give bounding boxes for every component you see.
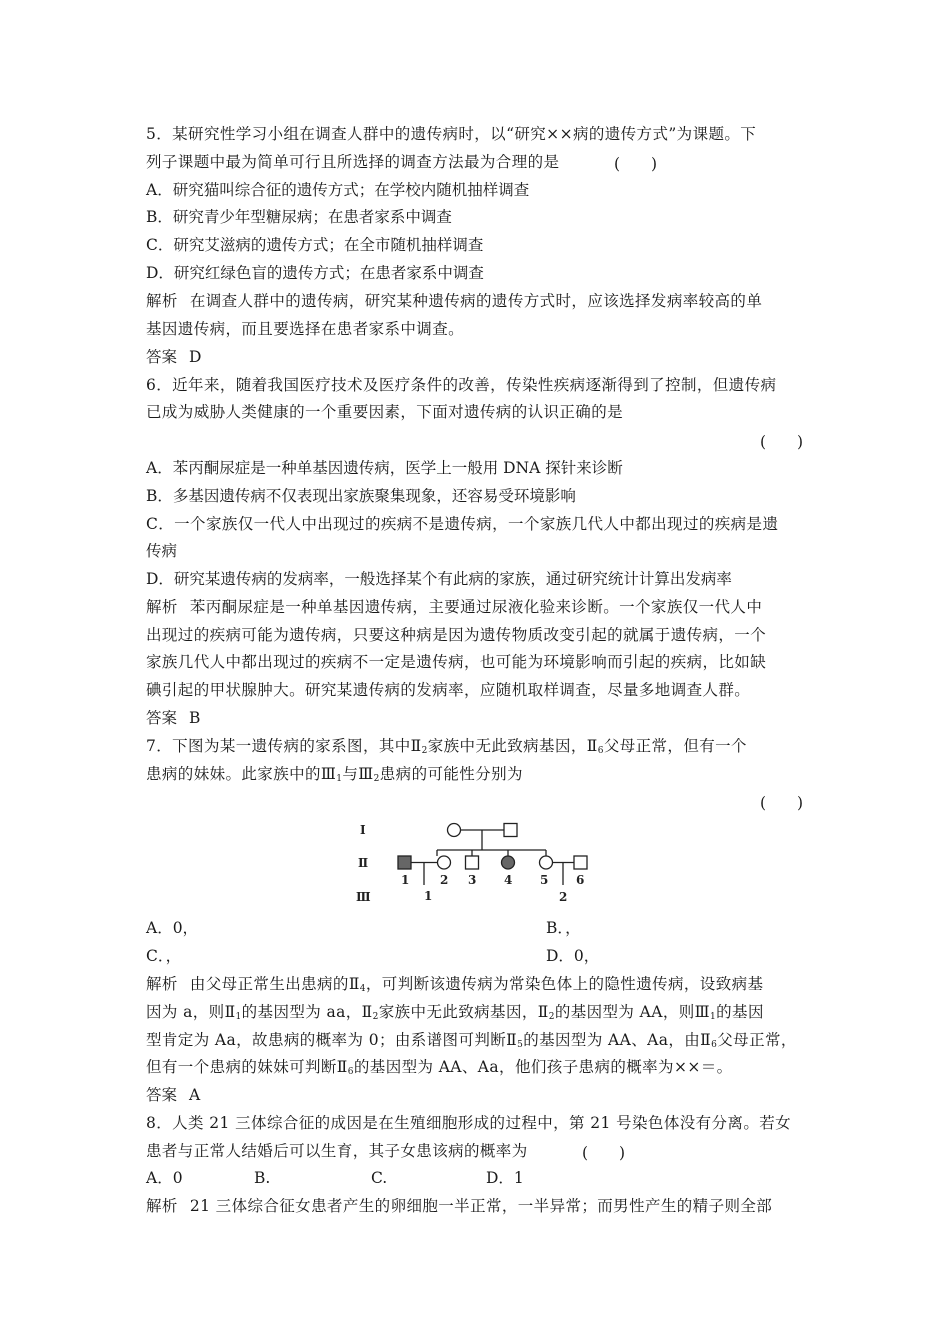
pedigree-gen3-num-1: 1 [424, 889, 433, 903]
q7-answer-label: 答案 [146, 1086, 178, 1104]
q7-stem2-p2: 与Ⅲ [342, 765, 374, 783]
q7-analysis-line2 [146, 1002, 764, 1027]
pedigree-gen2-male-6 [574, 856, 587, 869]
q5-answer-bracket: ( ) [614, 155, 658, 173]
pedigree-gen-label-1: Ⅰ [360, 823, 366, 837]
q7-sub-2b: 2 [373, 774, 380, 784]
q6-answer-value: B [189, 709, 201, 727]
q7-answer-bracket: ( ) [760, 794, 804, 812]
pedigree-gen2-male-3 [466, 856, 479, 869]
q5-stem-line1: 5．某研究性学习小组在调查人群中的遗传病时，以“研究××病的遗传方式”为课题。下 [146, 125, 757, 143]
q5-analysis-label: 解析 [146, 292, 178, 310]
q6-analysis-line4: 碘引起的甲状腺肿大。研究某遗传病的发病率，应随机取样调查，尽量多地调查人群。 [146, 681, 751, 699]
q8-stem-line2: 患者与正常人结婚后可以生育，其子女患该病的概率为 [146, 1142, 528, 1160]
q8-answer-bracket: ( ) [582, 1144, 626, 1162]
q7-a2-s1: 1 [235, 1012, 242, 1022]
q7-stem-p3: 父母正常，但有一个 [603, 737, 747, 755]
pedigree-gen2-affected-male-1 [398, 856, 411, 869]
q7-a3-p3: 父母正常， [717, 1031, 797, 1049]
pedigree-gen2-num-2: 2 [440, 873, 449, 887]
q7-sub-2: 2 [421, 746, 428, 756]
q7-sub-1: 1 [336, 774, 343, 784]
q8-option-a: A．0 [146, 1169, 183, 1187]
q7-a3-s1: 5 [517, 1040, 524, 1050]
q7-a2-s2: 2 [372, 1012, 379, 1022]
q7-answer [146, 1085, 200, 1105]
q7-a2-s4: 1 [710, 1012, 717, 1022]
q6-option-d: D．研究某遗传病的发病率，一般选择某个有此病的家族，通过研究统计计算出发病率 [146, 570, 732, 588]
pedigree-gen-label-2: Ⅱ [358, 856, 369, 870]
q7-stem-line1 [146, 736, 747, 761]
q6-option-c-line2: 传病 [146, 542, 178, 560]
q5-answer-value: D [189, 348, 202, 366]
q6-stem-line2: 已成为威胁人类健康的一个重要因素，下面对遗传病的认识正确的是 [146, 403, 624, 421]
pedigree-gen1-female [448, 824, 461, 837]
q5-answer [146, 347, 201, 367]
q6-analysis-text1: 苯丙酮尿症是一种单基因遗传病，主要通过尿液化验来诊断。一个家族仅一代人中 [189, 598, 763, 616]
pedigree-gen3-num-2: 2 [559, 890, 568, 904]
q5-analysis-line1 [146, 291, 762, 311]
q8-analysis-label: 解析 [146, 1197, 178, 1215]
q7-a2-p2: 的基因型为 aa，Ⅱ [241, 1003, 373, 1021]
q7-option-c: C．， [146, 947, 182, 965]
q7-a4-p2: 的基因型为 AA、Aa，他们孩子患病的概率为××＝。 [353, 1058, 733, 1076]
q7-stem2-p1: 患病的妹妹。此家族中的Ⅲ [146, 765, 337, 783]
q5-stem-line2-text: 列子课题中最为简单可行且所选择的调查方法最为合理的是 [146, 153, 560, 171]
q6-option-c-line1: C．一个家族仅一代人中出现过的疾病不是遗传病，一个家族几代人中都出现过的疾病是遗 [146, 515, 779, 533]
q7-analysis-label: 解析 [146, 975, 178, 993]
q5-stem-line2 [146, 152, 559, 172]
q6-analysis-line1 [146, 597, 762, 617]
q7-option-d: D．0， [546, 947, 600, 965]
q6-answer-bracket: ( ) [760, 433, 804, 451]
q5-option-d: D．研究红绿色盲的遗传方式；在患者家系中调查 [146, 264, 484, 282]
q6-analysis-line3: 家族几代人中都出现过的疾病不一定是遗传病，也可能为环境影响而引起的疾病，比如缺 [146, 653, 767, 671]
q5-option-b: B．研究青少年型糖尿病；在患者家系中调查 [146, 208, 452, 226]
q7-a2-p1: 因为 a，则Ⅱ [146, 1003, 236, 1021]
q6-analysis-line2: 出现过的疾病可能为遗传病，只要这种病是因为遗传物质改变引起的就属于遗传病，一个 [146, 626, 767, 644]
q7-a1-p1: 由父母正常生出患病的Ⅱ [189, 975, 360, 993]
pedigree-gen1-male [504, 824, 517, 837]
q5-option-a: A．研究猫叫综合征的遗传方式；在学校内随机抽样调查 [146, 181, 530, 199]
q7-a2-s3: 2 [548, 1012, 555, 1022]
q8-option-c: C. [371, 1169, 388, 1187]
q7-analysis-line1 [146, 974, 763, 999]
q6-option-a: A．苯丙酮尿症是一种单基因遗传病，医学上一般用 DNA 探针来诊断 [146, 459, 623, 477]
q6-analysis-label: 解析 [146, 598, 178, 616]
q7-option-a: A．0， [146, 919, 199, 937]
pedigree-gen2-affected-female-4 [502, 856, 515, 869]
q7-stem-line2 [146, 764, 523, 789]
q8-option-b: B. [254, 1169, 271, 1187]
q7-a1-s1: 4 [359, 984, 366, 994]
q7-stem-p2: 家族中无此致病基因，Ⅱ [427, 737, 598, 755]
q8-analysis-line1 [146, 1196, 772, 1216]
pedigree-gen-label-3: Ⅲ [356, 890, 371, 904]
q7-a2-p4: 的基因型为 AA，则Ⅲ [554, 1003, 710, 1021]
q7-a3-p2: 的基因型为 AA、Aa，由Ⅱ [523, 1031, 712, 1049]
q7-sub-6: 6 [597, 746, 604, 756]
pedigree-gen2-female-2 [438, 856, 451, 869]
q6-option-b: B．多基因遗传病不仅表现出家族聚集现象，还容易受环境影响 [146, 487, 576, 505]
q5-analysis-text1: 在调查人群中的遗传病，研究某种遗传病的遗传方式时，应该选择发病率较高的单 [189, 292, 763, 310]
pedigree-gen2-num-6: 6 [576, 873, 585, 887]
q7-analysis-line4 [146, 1057, 733, 1082]
q8-analysis-text1: 21 三体综合征女患者产生的卵细胞一半正常，一半异常；而男性产生的精子则全部 [189, 1197, 773, 1215]
q7-answer-value: A [189, 1086, 201, 1104]
q7-option-b: B．， [546, 919, 581, 937]
pedigree-gen2-num-1: 1 [401, 873, 410, 887]
q6-answer [146, 708, 200, 728]
pedigree-gen2-female-5 [540, 856, 553, 869]
q7-pedigree-diagram [350, 812, 600, 912]
q6-stem-line1: 6．近年来，随着我国医疗技术及医疗条件的改善，传染性疾病逐渐得到了控制，但遗传病 [146, 376, 777, 394]
q7-a3-p1: 型肯定为 Aa，故患病的概率为 0；由系谱图可判断Ⅱ [146, 1031, 518, 1049]
q7-stem2-p3: 患病的可能性分别为 [379, 765, 523, 783]
pedigree-gen2-num-4: 4 [504, 873, 513, 887]
q6-answer-label: 答案 [146, 709, 178, 727]
q8-stem-line1: 8．人类 21 三体综合征的成因是在生殖细胞形成的过程中，第 21 号染色体没有分离。若女 [146, 1114, 792, 1132]
q5-analysis-line2: 基因遗传病，而且要选择在患者家系中调查。 [146, 320, 465, 338]
pedigree-gen2-num-3: 3 [468, 873, 477, 887]
q8-option-d: D．1 [486, 1169, 524, 1187]
q7-a3-s2: 6 [711, 1040, 718, 1050]
q5-answer-label: 答案 [146, 348, 178, 366]
q7-stem-p1: 7．下图为某一遗传病的家系图，其中Ⅱ [146, 737, 422, 755]
q7-a2-p5: 的基因 [716, 1003, 764, 1021]
q7-analysis-line3 [146, 1030, 797, 1055]
q5-option-c: C．研究艾滋病的遗传方式；在全市随机抽样调查 [146, 236, 484, 254]
q7-a4-p1: 但有一个患病的妹妹可判断Ⅱ [146, 1058, 348, 1076]
q7-a4-s1: 6 [347, 1067, 354, 1077]
q7-a1-p2: ，可判断该遗传病为常染色体上的隐性遗传病，设致病基 [365, 975, 764, 993]
pedigree-gen2-num-5: 5 [540, 873, 549, 887]
q7-a2-p3: 家族中无此致病基因，Ⅱ [378, 1003, 549, 1021]
